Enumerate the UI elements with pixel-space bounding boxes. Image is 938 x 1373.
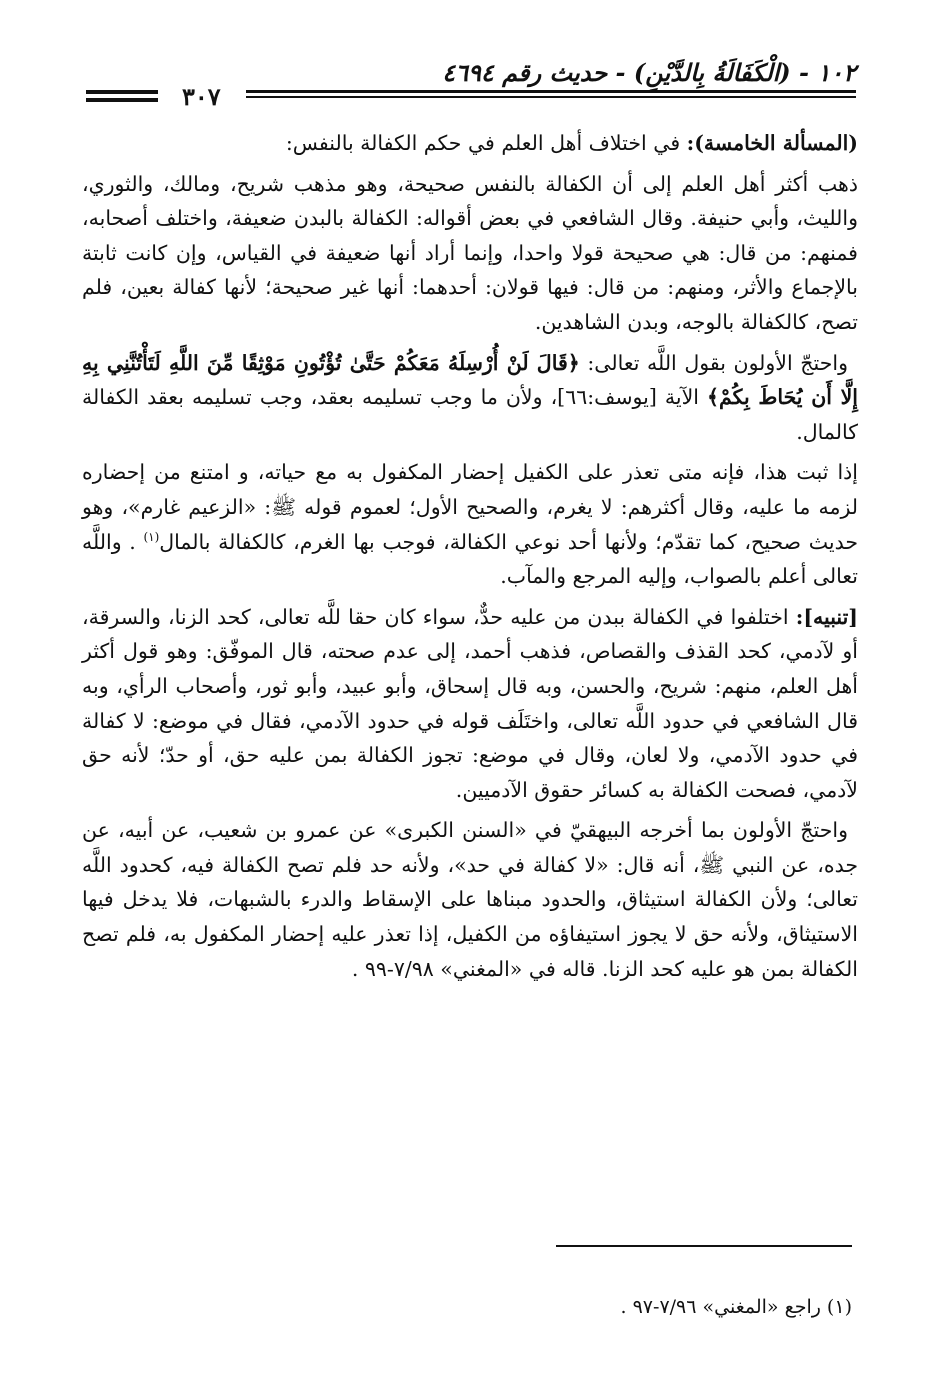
running-title: ١٠٢ - (الْكَفَالَةُ بِالدَّيْنِ) - حديث رقم ٤٦٩٤ [442,58,856,87]
header-rule [246,90,856,93]
paragraph-text: إذا ثبت هذا، فإنه متى تعذر على الكفيل إحضار المكفول به مع حياته، و امتنع من إحضاره لزمه ما عليه، وقال أكثرهم: لا يغرم، والصحيح الأول؛ لعموم قوله ﷺ: «الزعيم غارم»، وهو حديث صحيح، كما تقدّم؛ ولأنها أحد نوعي الكفالة، فوجب بها الغرم، كالكفالة بالمال [82,460,859,554]
paragraph-text: . واللَّه تعالى أعلم بالصواب، وإليه المرجع والمآب. [82,529,858,589]
page-header [86,50,856,110]
header-rule [246,96,856,98]
paragraph-text: واحتجّ الأولون بقول اللَّه تعالى: [579,350,848,375]
paragraph-text: ذهب أكثر أهل العلم إلى أن الكفالة بالنفس صحيحة، وهو مذهب شريح، ومالك، والثوري، والليث، وأبي حنيفة. وقال الشافعي في بعض أقواله: الكفالة بالبدن ضعيفة، واختلف أصحابه، فمنهم: من قال: هي صحيحة قولا واحدا، وإنما أراد أنها ضعيفة في القياس، وإن كانت ثابتة بالإجماع والأثر، ومنهم: من قال: فيها قولان: أحدهما: أنها غير صحيحة؛ لأنها كفالة بعين، فلم تصح، كالكفالة بالوجه، وبدن الشاهدين. [82,171,858,334]
paragraph [82,600,858,808]
paragraph [82,455,858,593]
footnote-marker[interactable]: (١) [143,529,160,544]
paragraph [82,813,858,986]
header-rule [86,90,158,94]
paragraph [82,126,858,161]
paragraph [82,167,858,340]
quran-verse: ﴿قَالَ لَنْ أُرْسِلَهُ مَعَكُمْ حَتَّىٰ تُؤْتُونِ مَوْثِقًا مِّنَ اللَّهِ لَتَأْتُنَّنِي بِهِ إِلَّا أَن يُحَاطَ بِكُمْ﴾ [82,350,859,410]
footnote: (١) راجع «المغني» ٧/٩٦-٩٧ . [620,1296,852,1318]
paragraph [82,346,858,450]
page-number: ٣٠٧ [174,82,229,111]
header-rule [86,98,158,102]
paragraph-text: واحتجّ الأولون بما أخرجه البيهقيّ في «السنن الكبرى» عن عمرو بن شعيب، عن أبيه، عن جده، عن النبي ﷺ، أنه قال: «لا كفالة في حد»، ولأنه حد فلم تصح الكفالة فيه، كحدود اللَّه تعالى؛ ولأن الكفالة استيثاق، والحدود مبناها على الإسقاط والدرء بالشبهات، فلا يدخل فيها الاستيثاق، ولأنه حق لا يجوز استيفاؤه من الكفيل، إذا تعذر عليه إحضار المكفول به، فلم تصح الكفالة بمن هو عليه كحد الزنا. قاله في «المغني» ٧/٩٨-٩٩ . [82,818,858,981]
note-label: [تنبيه]: [795,604,858,629]
paragraph-text: في اختلاف أهل العلم في حكم الكفالة بالنفس: [285,131,687,155]
footnote-separator [556,1245,852,1247]
section-heading: (المسألة الخامسة): [686,131,858,155]
paragraph-text: اختلفوا في الكفالة ببدن من عليه حدٌّ، سواء كان حقا للَّه تعالى، كحد الزنا، والسرقة، أو لآدمي، كحد القذف والقصاص، فذهب أحمد، إلى عدم صحته، قال الموفّق: وهو قول أكثر أهل العلم، منهم: شريح، والحسن، وبه قال إسحاق، وأبو عبيد، وأبو ثور، وأصحاب الرأي، وبه قال الشافعي في حدود اللَّه تعالى، واختَلَف قوله في حدود الآدمي، فقال في موضع: لا كفالة في حدود الآدمي، ولا لعان، وقال في موضع: تجوز الكفالة بمن عليه حق، أو حدّ؛ لأنه حق لآدمي، فصحت الكفالة به كسائر حقوق الآدميين. [82,604,858,802]
paragraph-text: الآية [يوسف:٦٦]، ولأن ما وجب تسليمه بعقد، وجب تسليمه بعقد الكفالة كالمال. [82,385,858,444]
page-body [82,126,858,992]
